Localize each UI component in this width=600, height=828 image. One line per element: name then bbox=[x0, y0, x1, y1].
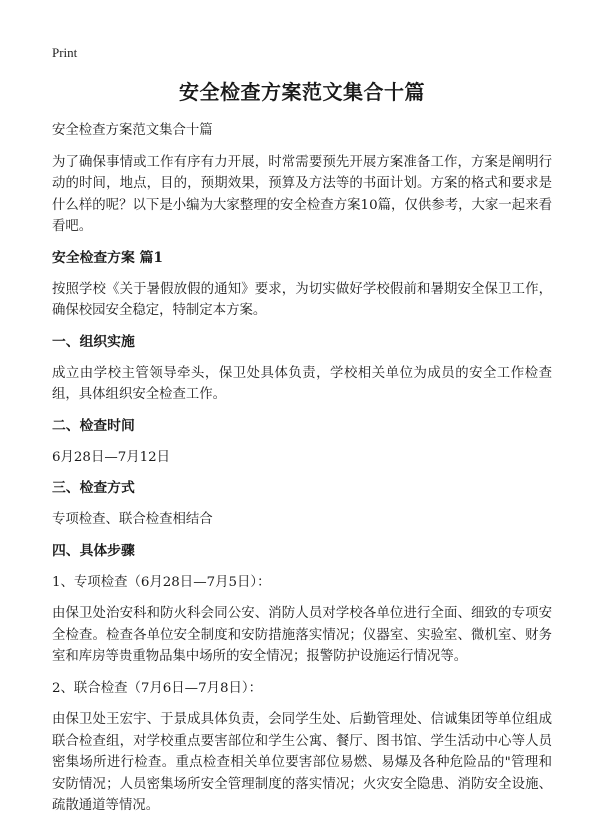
paragraph: 为了确保事情或工作有序有力开展，时常需要预先开展方案准备工作，方案是阐明行动的时间，地点，目的，预期效果，预算及方法等的书面计划。方案的格式和要求是什么样的呢？以下是小编为大家整理的安全检查方案10篇，仅供参考，大家一起来看看吧。 bbox=[52, 154, 552, 234]
document-body bbox=[52, 78, 552, 827]
paragraph: 成立由学校主管领导牵头，保卫处具体负责，学校相关单位为成员的安全工作检查组，具体组织安全检查工作。 bbox=[52, 365, 552, 402]
paragraph: 由保卫处治安科和防火科会同公安、消防人员对学校各单位进行全面、细致的专项安全检查。检查各单位安全制度和安防措施落实情况；仪器室、实验室、微机室、财务室和库房等贵重物品集中场所的安全情况；报警防护设施运行情况等。 bbox=[52, 606, 552, 664]
paragraph: 1、专项检查（6月28日—7月5日）： bbox=[52, 574, 271, 590]
paragraph: 安全检查方案范文集合十篇 bbox=[52, 123, 213, 138]
section-heading: 三、检查方式 bbox=[52, 480, 135, 496]
section-heading: 二、检查时间 bbox=[52, 417, 135, 434]
section-heading: 四、具体步骤 bbox=[52, 542, 135, 559]
paragraph: 由保卫处王宏宇、于景成具体负责，会同学生处、后勤管理处、信诚集团等单位组成联合检查组，对学校重点要害部位和学生公寓、餐厅、图书馆、学生活动中心等人员密集场所进行检查。重点检查相关单位要害部位易燃、易爆及各种危险品的"管理和安防情况；人员密集场所安全管理制度的落实情况；火灾安全隐患、消防安全设施、疏散通道等情况。 bbox=[52, 712, 552, 813]
section-heading: 一、组织实施 bbox=[52, 333, 135, 350]
paragraph: 专项检查、联合检查相结合 bbox=[52, 512, 213, 527]
page-title: 安全检查方案范文集合十篇 bbox=[179, 80, 425, 104]
section-heading: 安全检查方案 篇1 bbox=[52, 249, 163, 266]
paragraph: 按照学校《关于暑假放假的通知》要求，为切实做好学校假前和暑期安全保卫工作，确保校园安全稳定，特制定本方案。 bbox=[52, 281, 552, 318]
paragraph: 2、联合检查（7月6日—7月8日）： bbox=[52, 680, 262, 696]
article-content bbox=[52, 120, 552, 817]
print-link[interactable]: Print bbox=[52, 45, 78, 60]
paragraph: 6月28日—7月12日 bbox=[52, 449, 171, 465]
